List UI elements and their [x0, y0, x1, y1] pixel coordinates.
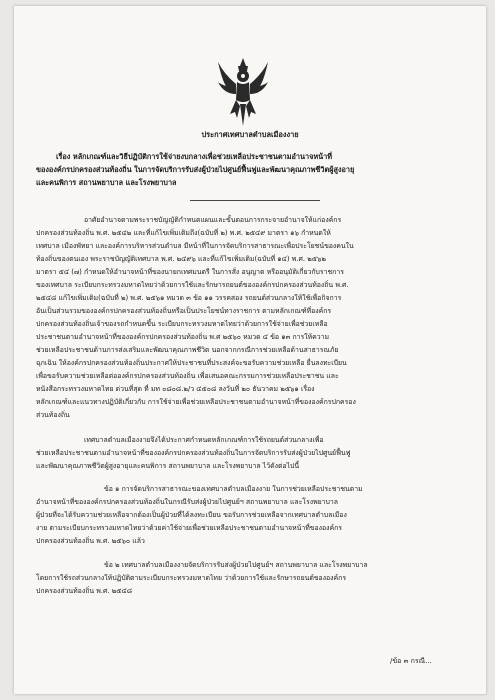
clause-line: ปกครองส่วนท้องถิ่น พ.ศ. ๒๕๔๘ — [36, 587, 133, 595]
body-line: ประชาชนตามอำนาจหน้าที่ขององค์กรปกครองส่วนท้องถิ่น พ.ศ ๒๕๖๐ หมวด ๔ ข้อ ๑๓ การให้ความ — [36, 333, 330, 341]
subject-line: ขององค์กรปกครองส่วนท้องถิ่น ในการจัดบริการรับส่งผู้ป่วยไปศูนย์ฟื้นฟูและพัฒนาคุณภาพชีวิตผู้สูงอายุ — [36, 165, 355, 174]
subject-line: และคนพิการ สถานพยาบาล และโรงพยาบาล — [36, 178, 177, 187]
body-line: ส่วนท้องถิ่น — [36, 411, 70, 419]
body-line: หนังสือกระทรวงมหาดไทย ด่วนที่สุด ที่ มท ๐๘๐๘.๒/ว ๔๕๐๘ ลงวันที่ ๒๐ ธันวาคม ๒๕๖๑ เรื่อง — [36, 385, 315, 393]
body-line: เทศบาล เมืองพัทยา และองค์การบริหารส่วนตำบล มีหน้าที่ในการจัดบริการสาธารณะเพื่อประโยชน์ของคนใน — [36, 242, 354, 250]
clause-line: ผู้ป่วยที่จะได้รับความช่วยเหลือจากต้องเป็นผู้ป่วยที่ได้ลงทะเบียน ขอรับการช่วยเหลือจากเทศบาลตำบลเมือง — [36, 511, 347, 519]
body-line: ๒๕๔๘ แก้ไขเพิ่มเติม(ฉบับที่ ๒) พ.ศ. ๒๕๖๑ หมวด ๓ ข้อ ๑๑ วรรคสอง รถยนต์ส่วนกลางให้ใช้เพื่อกิจการ — [36, 294, 342, 302]
body-line: เพื่อขอรับความช่วยเหลือต่อองค์กรปกครองส่วนท้องถิ่น เพื่อเสนอคณะกรรมการช่วยเหลือประชาชน และ — [36, 372, 339, 380]
body-line: อันเป็นส่วนรวมขององค์กรปกครองส่วนท้องถิ่นหรือเป็นประโยชน์ทางราชการ ตามหลักเกณฑ์ที่องค์กร — [36, 307, 332, 315]
body-line: ของเทศบาล ระเบียบกระทรวงมหาดไทยว่าด้วยการใช้และรักษารถยนต์ขององค์กรปกครองส่วนท้องถิ่น พ.ศ. — [36, 281, 349, 289]
divider — [190, 200, 320, 201]
body-line: ปกครองส่วนท้องถิ่น พ.ศ. ๒๕๔๒ และที่แก้ไขเพิ่มเติมถึง(ฉบับที่ ๒) พ.ศ. ๒๕๔๙ มาตรา ๑๖ กำหนดให้ — [36, 229, 331, 237]
continued-marker: /ข้อ ๓ กรณี... — [390, 657, 432, 665]
clause-line: ปกครองส่วนท้องถิ่น พ.ศ. ๒๕๖๐ แล้ว — [36, 537, 145, 545]
subject-line: เรื่อง หลักเกณฑ์และวิธีปฏิบัติการใช้จ่ายงบกลางเพื่อช่วยเหลือประชาชนตามอำนาจหน้าที่ — [56, 152, 333, 161]
body-line: ฉุกเฉิน ให้องค์กรปกครองส่วนท้องถิ่นประกาศให้ประชาชนที่ประสงค์จะขอรับความช่วยเหลือ ยื่นลงทะเบียน — [36, 359, 347, 367]
clause-line: โดยการใช้รถส่วนกลางให้ปฏิบัติตามระเบียบกระทรวงมหาดไทย ว่าด้วยการใช้และรักษารถยนต์ขององค์กร — [36, 574, 347, 582]
clause-line: ข้อ ๑ การจัดบริการสาธารณะของเทศบาลตำบลเมืองงาย ในการช่วยเหลือประชาชนตาม — [104, 485, 363, 493]
body-line: และพัฒนาคุณภาพชีวิตผู้สูงอายุและคนพิการ สถานพยาบาล และโรงพยาบาล ไว้ดังต่อไปนี้ — [36, 462, 300, 470]
body-line: หลักเกณฑ์และแนวทางปฏิบัติเกี่ยวกับ การใช้จ่ายเพื่อช่วยเหลือประชาชนตามอำนาจหน้าที่ขององค์กรปกครอง — [36, 398, 356, 406]
clause-line: งาย ตามระเบียบกระทรวงมหาดไทยว่าด้วยค่าใช้จ่ายเพื่อช่วยเหลือประชาชนตามอำนาจหน้าที่ขององค์กร — [36, 524, 342, 532]
body-line: ช่วยเหลือประชาชนด้านการส่งเสริมและพัฒนาคุณภาพชีวิต นอกจากกรณีการช่วยเหลือด้านสาธารณภัย — [36, 346, 339, 354]
body-line: มาตรา ๕๔ (๗) กำหนดให้อำนาจหน้าที่ของนายกเทศมนตรี ในการสั่ง อนุญาต หรืออนุมัติเกี่ยวกับราชการ — [36, 268, 344, 276]
body-line: ท้องถิ่นของตนเอง พระราชบัญญัติเทศบาล พ.ศ. ๒๔๙๖ และที่แก้ไขเพิ่มเติม(ฉบับที่ ๑๔) พ.ศ. ๒๕๖๒ — [36, 255, 326, 263]
garuda-emblem-icon — [216, 56, 270, 128]
body-line: อาศัยอำนาจตามพระราชบัญญัติกำหนดแผนและขั้นตอนการกระจายอำนาจให้แก่องค์กร — [84, 216, 342, 224]
document-page — [14, 6, 486, 694]
announcement-title: ประกาศเทศบาลตำบลเมืองงาย — [201, 130, 299, 139]
body-line: ปกครองส่วนท้องถิ่นเจ้าของรถกำหนดขึ้น ระเบียบกระทรวงมหาดไทยว่าด้วยการใช้จ่ายเพื่อช่วยเหลือ — [36, 320, 328, 328]
clause-line: ข้อ ๒ เทศบาลตำบลเมืองงายจัดบริการรับส่งผู้ป่วยไปศูนย์ฯ สถานพยาบาล และโรงพยาบาล — [104, 561, 368, 569]
body-line: ช่วยเหลือประชาชนตามอำนาจหน้าที่ขององค์กรปกครองส่วนท้องถิ่นในการจัดบริการรับส่งผู้ป่วยไปศูนย์ฟื้นฟู — [36, 449, 351, 457]
body-line: เทศบาลตำบลเมืองงายจึงได้ประกาศกำหนดหลักเกณฑ์การใช้รถยนต์ส่วนกลางเพื่อ — [84, 436, 324, 444]
clause-line: อำนาจหน้าที่ขององค์กรปกครองส่วนท้องถิ่นในกรณีรับส่งผู้ป่วยไปศูนย์ฯ สถานพยาบาล และโรงพยาบาล — [36, 498, 338, 506]
